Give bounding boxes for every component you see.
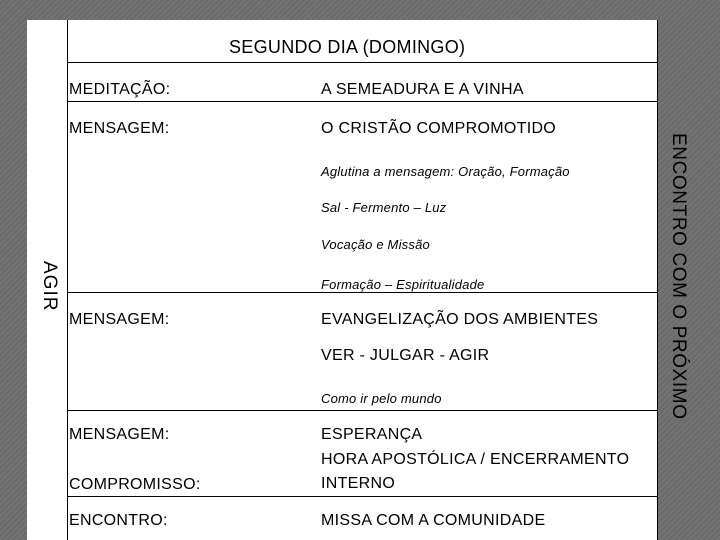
encontro-value: MISSA COM A COMUNIDADE xyxy=(321,512,546,529)
compromisso-value-line2: INTERNO xyxy=(321,475,396,492)
row-divider-title xyxy=(67,62,658,63)
mensagem3-label: MENSAGEM: xyxy=(69,426,170,443)
meditacao-label: MEDITAÇÃO: xyxy=(69,81,171,98)
encontro-label: ENCONTRO: xyxy=(69,512,168,529)
note-vocacao: Vocação e Missão xyxy=(321,237,430,252)
row-divider-notes xyxy=(67,292,658,293)
row-divider-compromisso xyxy=(67,496,658,497)
mensagem-label: MENSAGEM: xyxy=(69,120,170,137)
mensagem2-label: MENSAGEM: xyxy=(69,311,170,328)
side-label-encontro: ENCONTRO COM O PRÓXIMO xyxy=(668,132,689,420)
side-label-agir: AGIR xyxy=(39,260,60,312)
note-aglutina: Aglutina a mensagem: Oração, Formação xyxy=(321,164,570,179)
mensagem2-value: EVANGELIZAÇÃO DOS AMBIENTES xyxy=(321,311,599,328)
row-divider-meditacao xyxy=(67,101,658,102)
compromisso-value-line1: HORA APOSTÓLICA / ENCERRAMENTO xyxy=(321,451,630,468)
mensagem-value: O CRISTÃO COMPROMOTIDO xyxy=(321,120,557,137)
page-title: SEGUNDO DIA (DOMINGO) xyxy=(229,37,466,57)
mensagem2-note: Como ir pelo mundo xyxy=(321,391,442,406)
table-border-right xyxy=(657,20,658,540)
note-formacao: Formação – Espiritualidade xyxy=(321,277,485,292)
slide xyxy=(27,20,658,540)
meditacao-value: A SEMEADURA E A VINHA xyxy=(321,81,524,98)
mensagem3-value: ESPERANÇA xyxy=(321,426,423,443)
note-sal: Sal - Fermento – Luz xyxy=(321,200,447,215)
mensagem2-sub: VER - JULGAR - AGIR xyxy=(321,347,490,364)
row-divider-ambientes xyxy=(67,410,658,411)
compromisso-label: COMPROMISSO: xyxy=(69,476,201,493)
